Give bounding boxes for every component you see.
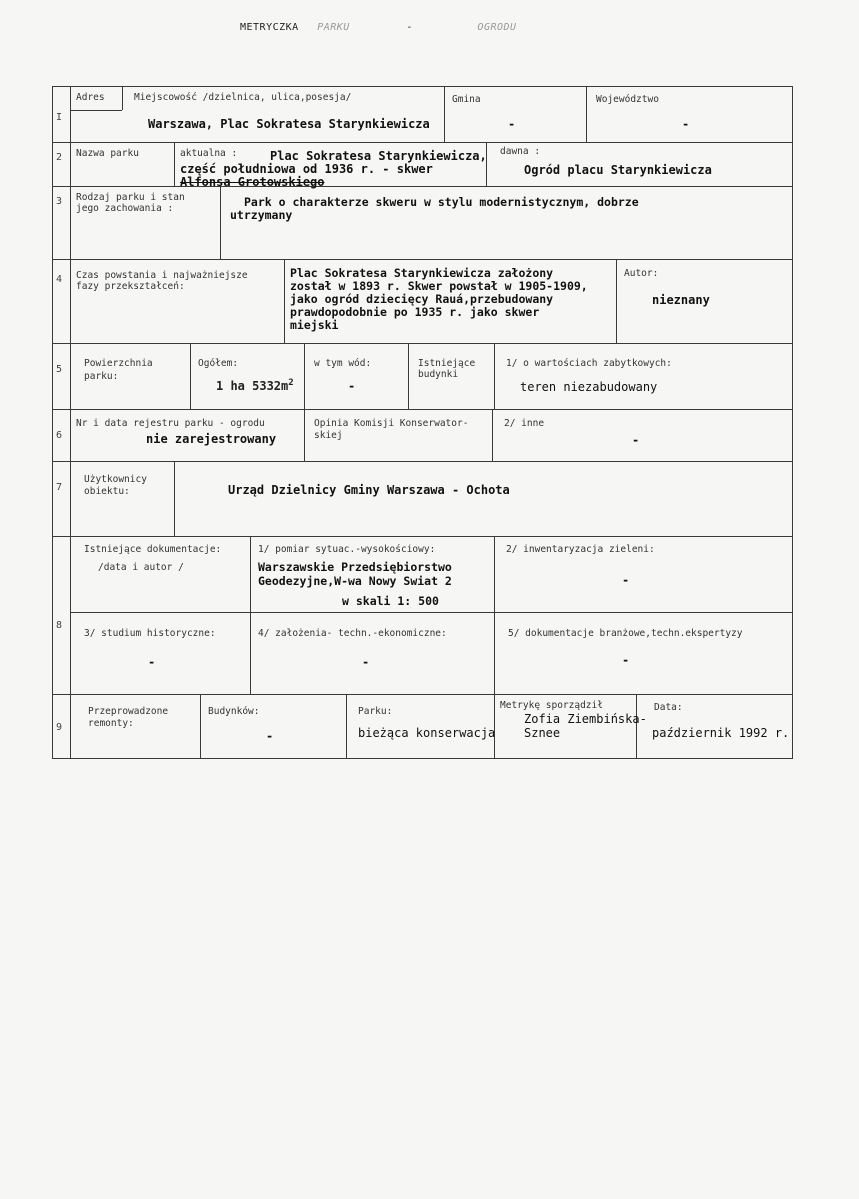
uzytkownicy-value: Urząd Dzielnicy Gminy Warszawa - Ochota	[228, 483, 510, 497]
rodzaj-line-2: utrzymany	[230, 208, 293, 222]
budynkow-value: -	[266, 729, 274, 743]
wartosc-value: teren niezabudowany	[520, 380, 658, 394]
czas-label-1: Czas powstania i najważniejsze	[76, 270, 248, 281]
adres-label: Adres	[76, 92, 105, 103]
sporzadzil-line-2: Sznee	[524, 726, 561, 740]
row-number-5: 5	[56, 364, 63, 375]
miejscowosc-value: Warszawa, Plac Sokratesa Starynkiewicza	[148, 117, 430, 131]
wod-value: -	[348, 379, 356, 393]
gmina-value: -	[508, 117, 516, 131]
dok-branzowe-label: 5/ dokumentacje branżowe,techn.ekspertyzy	[508, 628, 743, 639]
uzytkownicy-label-2: obiektu:	[84, 486, 130, 497]
row-number-2: 2	[56, 152, 63, 163]
powierzchnia-label-1: Powierzchnia	[84, 358, 153, 369]
budynkow-label: Budynków:	[208, 706, 260, 717]
ogolem-value-sup: 2	[288, 378, 294, 388]
aktualna-label: aktualna :	[180, 148, 238, 159]
studium-label: 3/ studium historyczne:	[84, 628, 216, 639]
pomiar-line-2: Geodezyjne,W-wa Nowy Swiat 2	[258, 574, 452, 588]
czas-line-4: prawdopodobnie po 1935 r. jako skwer	[290, 305, 540, 319]
remonty-label-2: remonty:	[88, 718, 134, 729]
aktualna-line-2: część południowa od 1936 r. - skwer	[180, 162, 433, 176]
header-dash: -	[406, 22, 413, 33]
row-number-8: 8	[56, 620, 63, 631]
miejscowosc-label: Miejscowość /dzielnica, ulica,posesja/	[134, 92, 352, 103]
wod-label: w tym wód:	[314, 358, 372, 369]
inne-label: 2/ inne	[504, 418, 545, 429]
istniejace-budynki-label-2: budynki	[418, 369, 459, 380]
data-label: Data:	[654, 702, 683, 713]
rodzaj-label-2: jego zachowania :	[76, 203, 174, 214]
dokumentacje-label-1: Istniejące dokumentacje:	[84, 544, 222, 555]
header-park: PARKU	[317, 22, 350, 33]
row-number-3: 3	[56, 196, 63, 207]
dawna-label: dawna :	[500, 146, 541, 157]
czas-line-3: jako ogród dziecięcy Rauá,przebudowany	[290, 292, 554, 306]
zalozenia-label: 4/ założenia- techn.-ekonomiczne:	[258, 628, 447, 639]
row-number-4: 4	[56, 274, 63, 285]
wojewodztwo-label: Województwo	[596, 94, 659, 105]
autor-value: nieznany	[652, 293, 710, 307]
rodzaj-line-1: Park o charakterze skweru w stylu modernistycznym, dobrze	[244, 195, 639, 209]
sporzadzil-line-1: Zofia Ziembińska-	[524, 712, 647, 726]
czas-line-1: Plac Sokratesa Starynkiewicza założony	[290, 266, 554, 280]
powierzchnia-label-2: parku:	[84, 371, 119, 382]
inne-value: -	[632, 433, 640, 447]
ogolem-value-text: 1 ha 5332m	[216, 379, 289, 393]
aktualna-line-3: Alfonsa Grotowskiego	[180, 175, 325, 189]
czas-line-5: miejski	[290, 318, 339, 332]
sporzadzil-label: Metrykę sporządził	[500, 700, 603, 711]
inwentaryzacja-value: -	[622, 573, 630, 587]
rodzaj-label-1: Rodzaj parku i stan	[76, 192, 185, 203]
studium-value: -	[148, 655, 156, 669]
dokumentacje-label-2: /data i autor /	[98, 562, 184, 573]
pomiar-line-1: Warszawskie Przedsiębiorstwo	[258, 560, 452, 574]
dok-branzowe-value: -	[622, 653, 630, 667]
ogolem-label: Ogółem:	[198, 358, 239, 369]
parku-label: Parku:	[358, 706, 393, 717]
row-number-6: 6	[56, 430, 63, 441]
header-title: METRYCZKA	[240, 22, 299, 33]
czas-line-2: został w 1893 r. Skwer powstał w 1905-1909,	[290, 279, 588, 293]
remonty-label-1: Przeprowadzone	[88, 706, 169, 717]
opinia-label-1: Opinia Komisji Konserwator-	[314, 418, 469, 429]
zalozenia-value: -	[362, 655, 370, 669]
wartosc-label: 1/ o wartościach zabytkowych:	[506, 358, 672, 369]
nazwa-parku-label: Nazwa parku	[76, 148, 139, 159]
czas-label-2: fazy przekształceń:	[76, 281, 185, 292]
uzytkownicy-label-1: Użytkownicy	[84, 474, 147, 485]
row-number-1: I	[56, 112, 63, 123]
nr-rejestru-value: nie zarejestrowany	[146, 432, 277, 446]
header-ogrodu: OGRODU	[477, 22, 517, 33]
wojewodztwo-value: -	[682, 117, 690, 131]
gmina-label: Gmina	[452, 94, 481, 105]
data-value: październik 1992 r.	[652, 726, 790, 740]
document-header	[240, 22, 517, 33]
inwentaryzacja-label: 2/ inwentaryzacja zieleni:	[506, 544, 655, 555]
nr-rejestru-label: Nr i data rejestru parku - ogrodu	[76, 418, 265, 429]
autor-label: Autor:	[624, 268, 659, 279]
dawna-value: Ogród placu Starynkiewicza	[524, 163, 712, 177]
ogolem-value	[216, 378, 294, 393]
parku-value: bieżąca konserwacja	[358, 726, 496, 740]
row-number-7: 7	[56, 482, 63, 493]
pomiar-line-3: w skali 1: 500	[342, 594, 439, 608]
row-number-9: 9	[56, 722, 63, 733]
pomiar-label: 1/ pomiar sytuac.-wysokościowy:	[258, 544, 436, 555]
aktualna-line-1: Plac Sokratesa Starynkiewicza,	[270, 149, 487, 163]
istniejace-budynki-label-1: Istniejące	[418, 358, 476, 369]
opinia-label-2: skiej	[314, 430, 343, 441]
